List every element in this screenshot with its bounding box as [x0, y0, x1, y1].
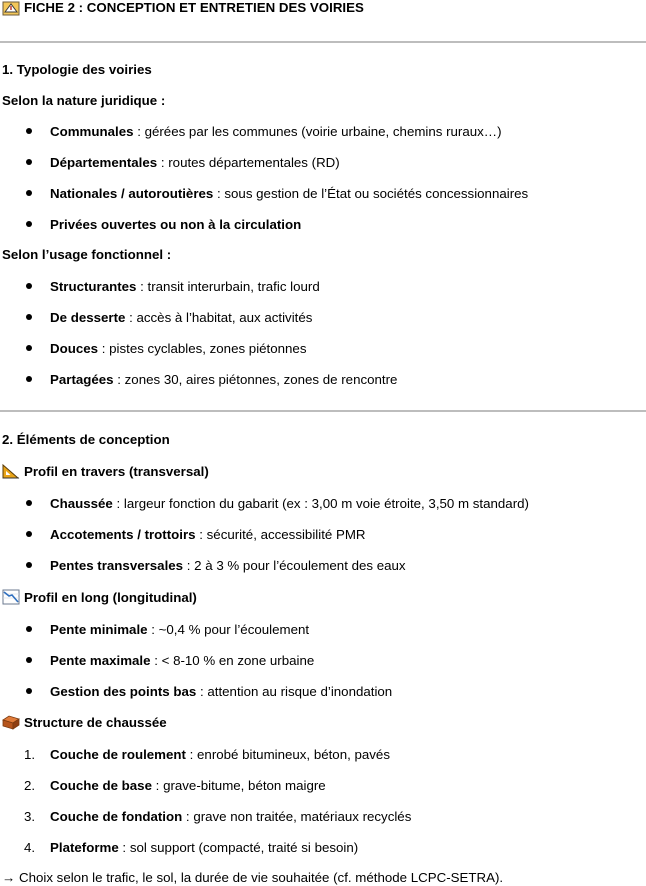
- section-title: 1. Typologie des voiries: [2, 62, 152, 77]
- item-term: Départementales: [50, 155, 158, 170]
- item-number: 2.: [24, 778, 36, 793]
- item-text: : sol support (compacté, traité si besoin): [118, 840, 359, 855]
- item-text: : gérées par les communes (voirie urbaine, chemins ruraux…): [133, 124, 502, 139]
- divider: [0, 41, 646, 43]
- bullet: [26, 221, 32, 227]
- item-term: Chaussée: [50, 496, 113, 511]
- bullet: [26, 500, 32, 506]
- item-term: Pente minimale: [50, 622, 148, 637]
- item-term: Couche de base: [50, 778, 152, 793]
- section-title: 2. Éléments de conception: [2, 432, 170, 447]
- divider: [0, 410, 646, 412]
- item-text: : largeur fonction du gabarit (ex : 3,00 m voie étroite, 3,50 m standard): [112, 496, 529, 511]
- item-term: Accotements / trottoirs: [50, 527, 196, 542]
- item-text: : enrobé bitumineux, béton, pavés: [185, 747, 390, 762]
- item-text: : zones 30, aires piétonnes, zones de rencontre: [113, 372, 398, 387]
- item-term: Douces: [50, 341, 99, 356]
- item-text: : transit interurbain, trafic lourd: [136, 279, 320, 294]
- conclusion-text: → Choix selon le trafic, le sol, la durée de vie souhaitée (cf. méthode LCPC-SETRA).: [2, 870, 504, 885]
- bullet: [26, 345, 32, 351]
- subheading-transversal: Profil en travers (transversal): [24, 464, 209, 479]
- bullet: [26, 657, 32, 663]
- bullet: [26, 128, 32, 134]
- item-text: : grave-bitume, béton maigre: [151, 778, 326, 793]
- bullet: [26, 531, 32, 537]
- item-term: Communales: [50, 124, 134, 139]
- item-text: : sécurité, accessibilité PMR: [195, 527, 366, 542]
- bullet: [26, 562, 32, 568]
- page-title: FICHE 2 : CONCEPTION ET ENTRETIEN DES VOIRIES: [24, 0, 364, 15]
- item-term: Couche de roulement: [50, 747, 186, 762]
- subheading-structure: Structure de chaussée: [24, 715, 167, 730]
- bullet: [26, 283, 32, 289]
- item-number: 1.: [24, 747, 36, 762]
- item-term: Couche de fondation: [50, 809, 183, 824]
- bullet: [26, 190, 32, 196]
- item-text: : 2 à 3 % pour l’écoulement des eaux: [183, 558, 406, 573]
- brick-icon: [2, 714, 20, 730]
- subheading-juridique: Selon la nature juridique :: [2, 93, 166, 108]
- item-number: 3.: [24, 809, 36, 824]
- item-number: 4.: [24, 840, 36, 855]
- item-term: Pente maximale: [50, 653, 151, 668]
- subheading-usage: Selon l’usage fonctionnel :: [2, 247, 172, 262]
- bullet: [26, 688, 32, 694]
- item-term: Gestion des points bas: [50, 684, 197, 699]
- item-term: Privées ouvertes ou non à la circulation: [50, 217, 302, 232]
- item-text: : routes départementales (RD): [157, 155, 340, 170]
- item-term: De desserte: [50, 310, 126, 325]
- bullet: [26, 376, 32, 382]
- subheading-longitudinal: Profil en long (longitudinal): [24, 590, 197, 605]
- triangle-ruler-icon: [2, 463, 20, 479]
- item-term: Plateforme: [50, 840, 119, 855]
- item-term: Nationales / autoroutières: [50, 186, 214, 201]
- item-term: Structurantes: [50, 279, 137, 294]
- item-text: : attention au risque d’inondation: [196, 684, 393, 699]
- item-term: Pentes transversales: [50, 558, 184, 573]
- item-text: : accès à l’habitat, aux activités: [125, 310, 313, 325]
- construction-sign-icon: [2, 0, 20, 16]
- bullet: [26, 159, 32, 165]
- chart-decreasing-icon: [2, 589, 20, 605]
- item-text: : sous gestion de l’État ou sociétés concessionnaires: [213, 186, 529, 201]
- item-text: : grave non traitée, matériaux recyclés: [182, 809, 412, 824]
- item-term: Partagées: [50, 372, 114, 387]
- item-text: : pistes cyclables, zones piétonnes: [98, 341, 307, 356]
- bullet: [26, 314, 32, 320]
- item-text: : ~0,4 % pour l’écoulement: [147, 622, 310, 637]
- item-text: : < 8-10 % en zone urbaine: [150, 653, 315, 668]
- bullet: [26, 626, 32, 632]
